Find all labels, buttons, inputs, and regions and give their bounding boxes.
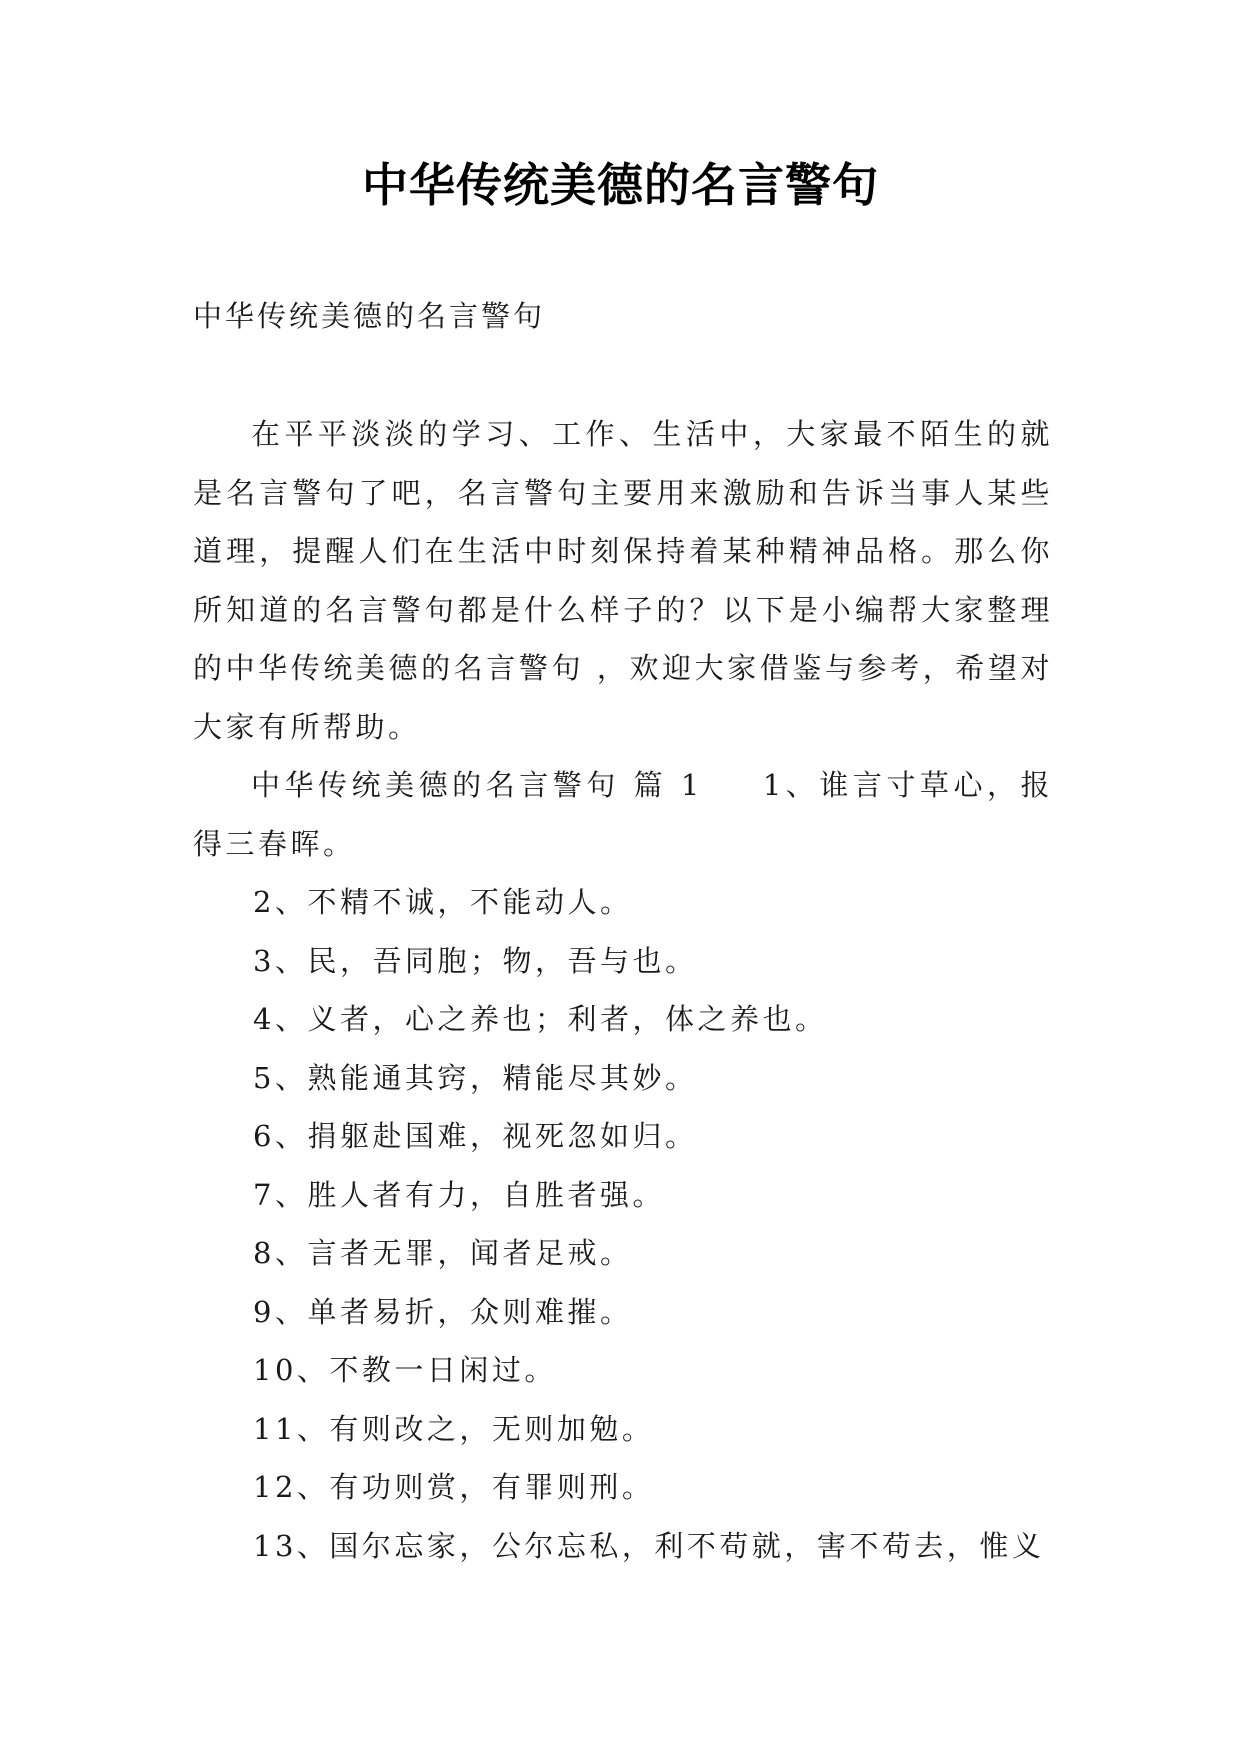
quote-item: 3、民，吾同胞；物，吾与也。 bbox=[253, 943, 698, 978]
quote-item: 9、单者易折，众则难摧。 bbox=[253, 1294, 633, 1329]
quote-item-1: 1、谁言寸草心，报得三春晖。 bbox=[193, 768, 1054, 861]
quote-item: 5、熟能通其窍，精能尽其妙。 bbox=[253, 1060, 698, 1095]
quote-item: 6、捐躯赴国难，视死忽如归。 bbox=[253, 1119, 698, 1153]
quote-item: 11、有则改之，无则加勉。 bbox=[253, 1411, 655, 1446]
quote-item: 13、国尔忘家，公尔忘私，利不苟就，害不苟去，惟义 bbox=[253, 1528, 1045, 1563]
intro-paragraph: 在平平淡淡的学习、工作、生活中，大家最不陌生的就是名言警句了吧，名言警句主要用来激励和告诉当事人某些道理，提醒人们在生活中时刻保持着某种精神品格。那么你所知道的名言警句都是什么样子的？以下是小编帮大家整理的中华传统美德的名言警句 ，欢迎大家借鉴与参考，希望对大家有所帮助。 bbox=[193, 417, 1053, 744]
quote-item: 4、义者，心之养也；利者，体之养也。 bbox=[253, 1002, 828, 1036]
document-body bbox=[193, 405, 1053, 1575]
quote-item: 10、不教一日闲过。 bbox=[253, 1353, 557, 1387]
quote-item: 2、不精不诚，不能动人。 bbox=[253, 885, 633, 919]
quote-item: 12、有功则赏，有罪则刑。 bbox=[253, 1470, 655, 1504]
document-title: 中华传统美德的名言警句 bbox=[362, 158, 879, 212]
quote-item: 7、胜人者有力，自胜者强。 bbox=[253, 1177, 665, 1212]
document-subtitle: 中华传统美德的名言警句 bbox=[193, 299, 546, 333]
section-label: 中华传统美德的名言警句 篇 1 bbox=[251, 768, 703, 802]
quote-item: 8、言者无罪，闻者足戒。 bbox=[253, 1236, 633, 1270]
section-paragraph bbox=[193, 756, 1053, 873]
